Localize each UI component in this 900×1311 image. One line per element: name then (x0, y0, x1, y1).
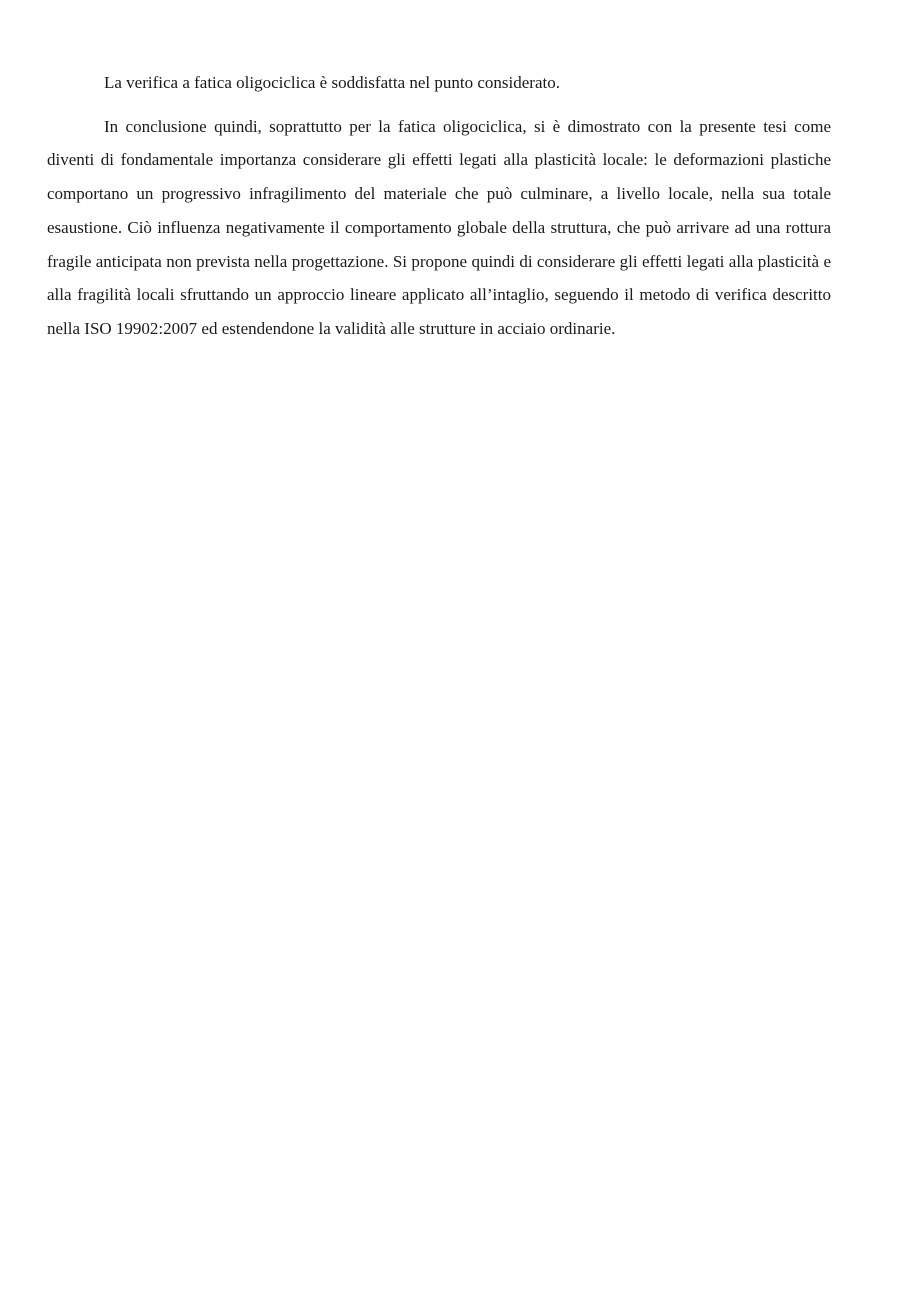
paragraph-verification-result: La verifica a fatica oligociclica è soddisfatta nel punto considerato. (104, 73, 560, 92)
document-body (47, 66, 831, 346)
paragraph-conclusion: In conclusione quindi, soprattutto per la fatica oligociclica, si è dimostrato con la presente tesi come diventi di fondamentale importanza considerare gli effetti legati alla plasticità locale: le deformazioni plastiche comportano un progressivo infragilimento del materiale che può culminare, a livello locale, nella sua totale esaustione. Ciò influenza negativamente il comportamento globale della struttura, che può arrivare ad una rottura fragile anticipata non prevista nella progettazione. Si propone quindi di considerare gli effetti legati alla plasticità e alla fragilità locali sfruttando un approccio lineare applicato all’intaglio, seguendo il metodo di verifica descritto nella ISO 19902:2007 ed estendendone la validità alle strutture in acciaio ordinarie. (47, 116, 831, 338)
